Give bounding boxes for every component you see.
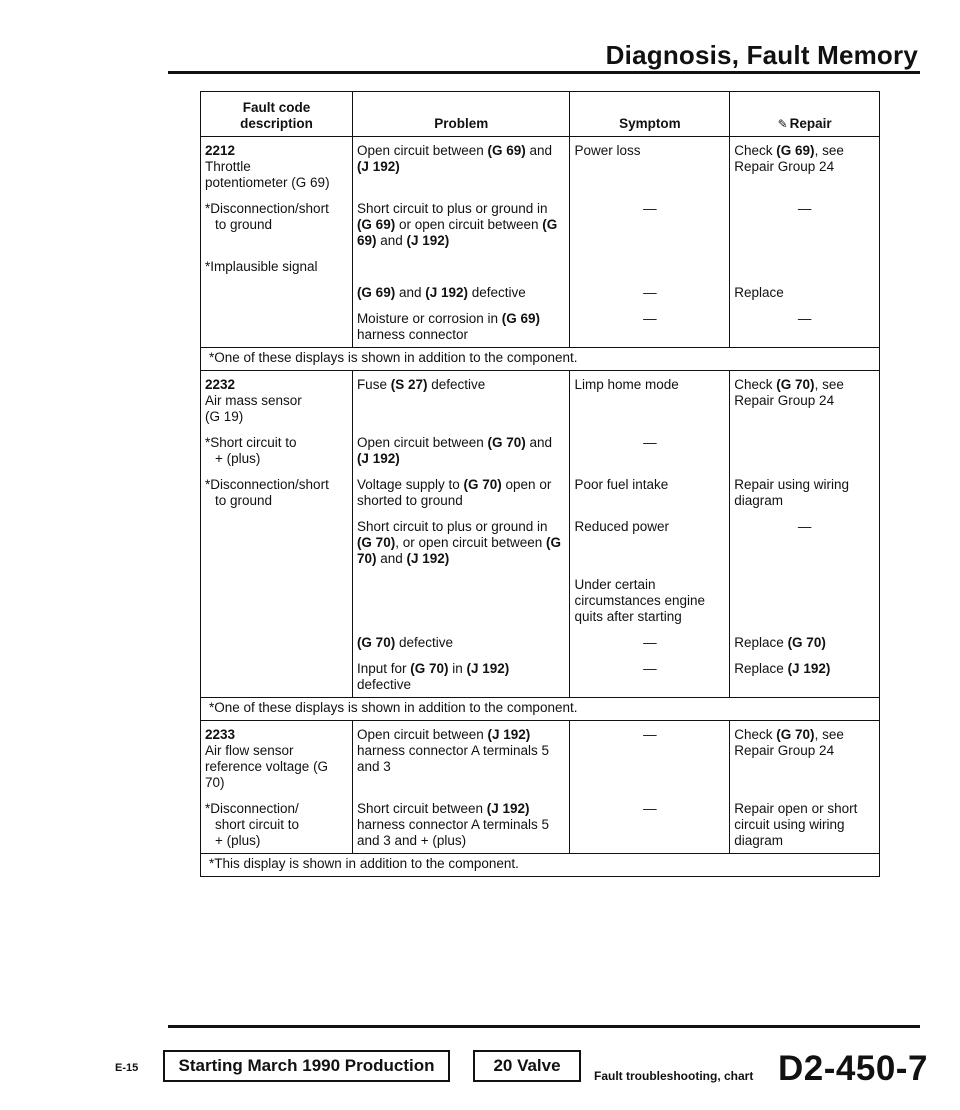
fault-code: 2233: [205, 727, 236, 742]
description-line: *Short circuit to: [205, 435, 297, 450]
repair-cell: [730, 427, 880, 469]
table-body: [201, 137, 880, 877]
table-row: [201, 469, 880, 511]
table-row: [201, 793, 880, 854]
fault-code-cell: [201, 193, 353, 251]
description-line: *Implausible signal: [205, 259, 318, 274]
description-line: Air flow sensor: [205, 743, 294, 758]
problem-cell: Input for (G 70) in (J 192) defective: [352, 653, 570, 698]
symptom-cell: [570, 251, 730, 277]
engine-label: 20 Valve: [473, 1050, 581, 1082]
page-title: Diagnosis, Fault Memory: [605, 40, 918, 70]
problem-cell: Open circuit between (G 69) and (J 192): [352, 137, 570, 194]
repair-cell: Replace (J 192): [730, 653, 880, 698]
symptom-cell: Reduced power: [570, 511, 730, 569]
problem-cell: (G 69) and (J 192) defective: [352, 277, 570, 303]
problem-cell: Short circuit to plus or ground in (G 70), or open circuit between (G 70) and (J 192): [352, 511, 570, 569]
problem-cell: Open circuit between (J 192) harness connector A terminals 5 and 3: [352, 721, 570, 794]
description-line: *Disconnection/short: [205, 201, 329, 216]
table-row: [201, 427, 880, 469]
table-row: [201, 193, 880, 251]
repair-cell: Check (G 70), see Repair Group 24: [730, 371, 880, 428]
table-row: [201, 569, 880, 627]
column-header-symptom: Symptom: [570, 92, 730, 137]
description-line: to ground: [215, 493, 273, 508]
symptom-cell: Poor fuel intake: [570, 469, 730, 511]
table-row: [201, 277, 880, 303]
repair-cell: Replace: [730, 277, 880, 303]
table-row: [201, 627, 880, 653]
repair-cell: [730, 251, 880, 277]
column-header-problem: Problem: [352, 92, 570, 137]
fault-code-cell: [201, 277, 353, 303]
description-line: Throttle: [205, 159, 251, 174]
repair-cell: Replace (G 70): [730, 627, 880, 653]
fault-code-cell: [201, 721, 353, 794]
fault-code-cell: [201, 627, 353, 653]
description-line: *Disconnection/: [205, 801, 299, 816]
description-line: 70): [205, 775, 225, 790]
symptom-cell: —: [570, 793, 730, 854]
section-note-row: [201, 854, 880, 877]
problem-cell: Open circuit between (G 70) and (J 192): [352, 427, 570, 469]
table-row: [201, 653, 880, 698]
fault-code-cell: [201, 469, 353, 511]
repair-cell: Check (G 69), see Repair Group 24: [730, 137, 880, 194]
problem-cell: [352, 569, 570, 627]
problem-cell: Short circuit to plus or ground in (G 69) or open circuit between (G 69) and (J 192): [352, 193, 570, 251]
section-note: *One of these displays is shown in addition to the component.: [201, 348, 880, 371]
symptom-cell: —: [570, 193, 730, 251]
repair-cell: [730, 569, 880, 627]
symptom-cell: —: [570, 277, 730, 303]
problem-cell: [352, 251, 570, 277]
symptom-cell: Under certain circumstances engine quits after starting: [570, 569, 730, 627]
production-label: Starting March 1990 Production: [163, 1050, 450, 1082]
description-line: short circuit to: [215, 817, 300, 832]
column-header-repair: ✎ Repair: [730, 92, 880, 137]
table-row: [201, 371, 880, 428]
section-note: *This display is shown in addition to the component.: [201, 854, 880, 877]
repair-cell: Repair using wiring diagram: [730, 469, 880, 511]
table-header-row: [201, 92, 880, 137]
description-line: potentiometer (G 69): [205, 175, 330, 190]
symptom-cell: —: [570, 653, 730, 698]
symptom-cell: Power loss: [570, 137, 730, 194]
table-row: [201, 251, 880, 277]
symptom-cell: —: [570, 627, 730, 653]
table-row: [201, 721, 880, 794]
pencil-icon: ✎: [777, 117, 788, 131]
repair-cell: —: [730, 511, 880, 569]
description-line: (G 19): [205, 409, 244, 424]
fault-code-cell: [201, 303, 353, 348]
title-rule: [168, 71, 920, 74]
problem-cell: (G 70) defective: [352, 627, 570, 653]
section-note: *One of these displays is shown in addition to the component.: [201, 698, 880, 721]
fault-code-cell: [201, 427, 353, 469]
page-number: D2-450-7: [778, 1049, 928, 1088]
repair-cell: —: [730, 303, 880, 348]
problem-cell: Moisture or corrosion in (G 69) harness connector: [352, 303, 570, 348]
fault-code-cell: [201, 137, 353, 194]
description-line: + (plus): [215, 833, 261, 848]
description-line: reference voltage (G: [205, 759, 329, 774]
fault-code-cell: [201, 793, 353, 854]
fault-code: 2232: [205, 377, 236, 392]
footer-rule: [168, 1025, 920, 1028]
table-row: [201, 137, 880, 194]
repair-cell: Repair open or short circuit using wiring diagram: [730, 793, 880, 854]
section-note-row: [201, 348, 880, 371]
problem-cell: Fuse (S 27) defective: [352, 371, 570, 428]
footer-page-code: E-15: [115, 1062, 139, 1074]
symptom-cell: —: [570, 427, 730, 469]
fault-code-cell: [201, 569, 353, 627]
section-label: Fault troubleshooting, chart: [594, 1069, 754, 1083]
repair-cell: Check (G 70), see Repair Group 24: [730, 721, 880, 794]
problem-cell: Short circuit between (J 192) harness connector A terminals 5 and 3 and + (plus): [352, 793, 570, 854]
problem-cell: Voltage supply to (G 70) open or shorted to ground: [352, 469, 570, 511]
fault-code-cell: [201, 653, 353, 698]
symptom-cell: —: [570, 303, 730, 348]
description-line: *Disconnection/short: [205, 477, 329, 492]
fault-code: 2212: [205, 143, 236, 158]
repair-cell: —: [730, 193, 880, 251]
column-header-fault-code: Fault code description: [201, 92, 353, 137]
symptom-cell: Limp home mode: [570, 371, 730, 428]
section-note-row: [201, 698, 880, 721]
table-row: [201, 511, 880, 569]
description-line: Air mass sensor: [205, 393, 302, 408]
symptom-cell: —: [570, 721, 730, 794]
table-row: [201, 303, 880, 348]
description-line: + (plus): [215, 451, 261, 466]
fault-code-cell: [201, 371, 353, 428]
fault-code-cell: [201, 251, 353, 277]
fault-code-cell: [201, 511, 353, 569]
fault-table: [200, 91, 880, 877]
description-line: to ground: [215, 217, 273, 232]
